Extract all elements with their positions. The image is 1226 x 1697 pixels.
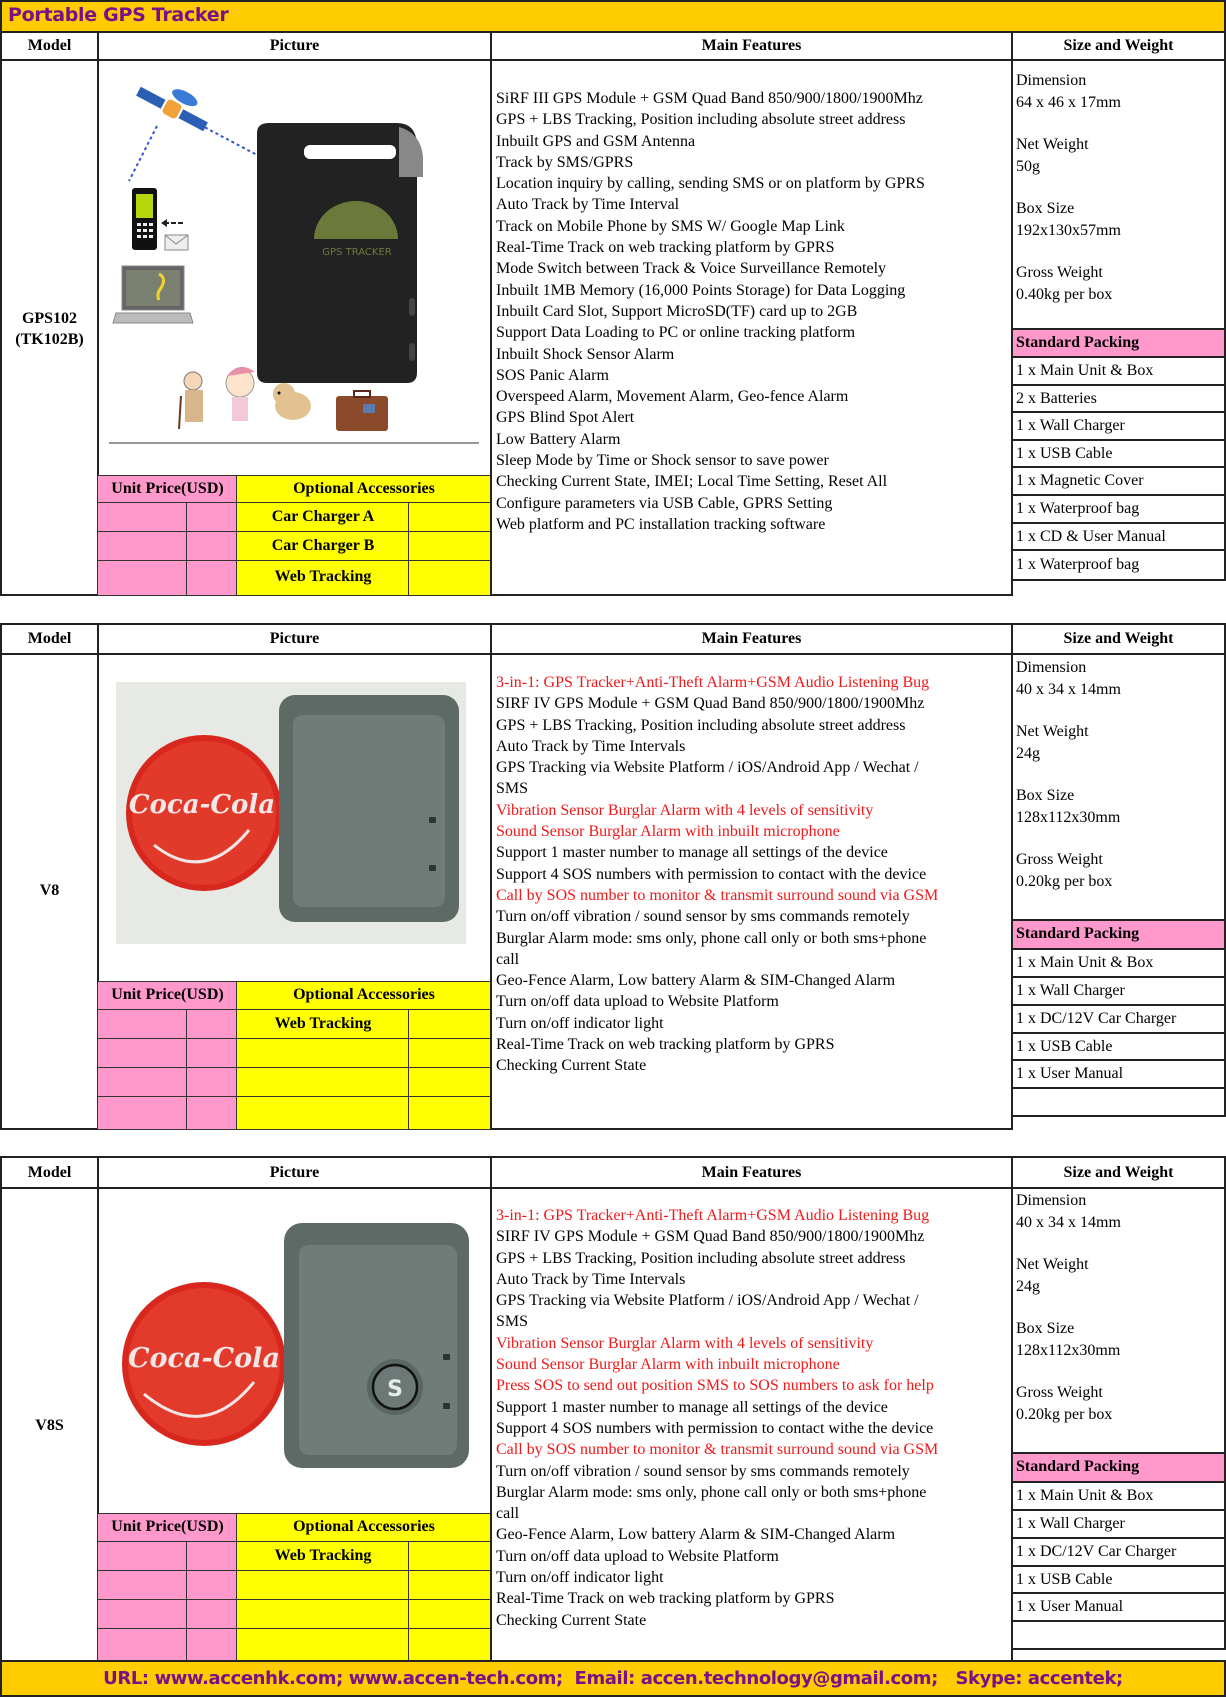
price-cell[interactable] bbox=[97, 1096, 188, 1130]
net-weight-value: 50g bbox=[1016, 157, 1040, 175]
feature-item: Checking Current State bbox=[496, 1611, 647, 1629]
dog-icon bbox=[273, 383, 311, 420]
price-cell[interactable] bbox=[186, 1541, 238, 1572]
feature-item: Geo-Fence Alarm, Low battery Alarm & SIM-Changed Alarm bbox=[496, 972, 896, 990]
packing-list bbox=[1011, 328, 1226, 581]
standard-packing-header: Standard Packing bbox=[1011, 919, 1226, 950]
column-header-picture: Picture bbox=[97, 1156, 492, 1189]
features-list bbox=[490, 59, 1013, 596]
product-picture-v8s bbox=[97, 1187, 492, 1515]
gross-weight-value: 0.20kg per box bbox=[1016, 1405, 1113, 1423]
feature-item: SiRF III GPS Module + GSM Quad Band 850/900/1800/1900Mhz bbox=[496, 90, 923, 107]
feature-item: Real-Time Track on web tracking platform by GPRS bbox=[496, 1036, 835, 1054]
v8-illustration bbox=[99, 655, 490, 981]
feature-item-highlighted: Vibration Sensor Burglar Alarm with 4 levels of sensitivity bbox=[496, 801, 874, 819]
feature-item-highlighted: 3-in-1: GPS Tracker+Anti-Theft Alarm+GSM Audio Listening Bug bbox=[496, 674, 930, 691]
packing-item: 1 x Wall Charger bbox=[1011, 413, 1226, 441]
box-size-value: 128x112x30mm bbox=[1016, 1341, 1121, 1359]
feature-item: Real-Time Track on web tracking platform by GPRS bbox=[496, 1590, 835, 1608]
accessory-item bbox=[236, 1570, 410, 1601]
packing-item: 1 x USB Cable bbox=[1011, 1567, 1226, 1594]
v8s-device bbox=[284, 1223, 469, 1468]
packing-item: 1 x Main Unit & Box bbox=[1011, 1483, 1226, 1511]
price-cell[interactable] bbox=[186, 1096, 238, 1130]
column-header-size: Size and Weight bbox=[1011, 1156, 1226, 1189]
model-cell bbox=[0, 59, 99, 596]
price-cell[interactable] bbox=[97, 502, 188, 533]
packing-item: 2 x Batteries bbox=[1011, 386, 1226, 413]
feature-item: SMS bbox=[496, 780, 529, 798]
accessory-price-cell[interactable] bbox=[408, 1009, 492, 1040]
price-cell[interactable] bbox=[97, 1038, 188, 1069]
packing-item: 1 x DC/12V Car Charger bbox=[1011, 1006, 1226, 1034]
box-size-label: Box Size bbox=[1016, 200, 1075, 217]
accessory-price-cell[interactable] bbox=[408, 502, 492, 533]
column-header-model: Model bbox=[0, 31, 99, 61]
satellite-icon bbox=[135, 72, 216, 134]
price-cell[interactable] bbox=[186, 1628, 238, 1662]
feature-item: SOS Panic Alarm bbox=[496, 366, 609, 384]
packing-item: 1 x Wall Charger bbox=[1011, 978, 1226, 1006]
feature-item-highlighted: Sound Sensor Burglar Alarm with inbuilt microphone bbox=[496, 823, 840, 841]
feature-item-highlighted: Vibration Sensor Burglar Alarm with 4 levels of sensitivity bbox=[496, 1334, 874, 1352]
accessory-price-cell[interactable] bbox=[408, 531, 492, 562]
feature-item: GPS + LBS Tracking, Position including absolute street address bbox=[496, 1249, 906, 1267]
feature-item: Turn on/off indicator light bbox=[496, 1014, 664, 1032]
feature-item: Track on Mobile Phone by SMS W/ Google Map Link bbox=[496, 217, 845, 235]
net-weight-value: 24g bbox=[1016, 744, 1040, 762]
accessory-item: Web Tracking bbox=[236, 1541, 410, 1572]
price-cell[interactable] bbox=[97, 560, 188, 596]
accessory-item bbox=[236, 1067, 410, 1098]
gps102-illustration bbox=[99, 61, 490, 475]
net-weight-label: Net Weight bbox=[1016, 136, 1089, 153]
packing-item bbox=[1011, 1622, 1226, 1650]
box-size-label: Box Size bbox=[1016, 1320, 1075, 1337]
box-size-value: 128x112x30mm bbox=[1016, 808, 1121, 826]
model-name-line1: GPS102 bbox=[21, 310, 78, 327]
model-cell bbox=[0, 1187, 99, 1662]
price-cell[interactable] bbox=[186, 502, 238, 533]
price-cell[interactable] bbox=[97, 531, 188, 562]
feature-item: Auto Track by Time Intervals bbox=[496, 737, 686, 755]
suitcase-icon bbox=[336, 391, 388, 431]
elderly-man-icon bbox=[179, 372, 203, 429]
contact-footer bbox=[0, 1660, 1226, 1697]
feature-item: Track by SMS/GPRS bbox=[496, 153, 634, 171]
accessory-price-cell[interactable] bbox=[408, 560, 492, 596]
feature-item: Burglar Alarm mode: sms only, phone call only or both sms+phone bbox=[496, 1483, 927, 1501]
unit-price-header: Unit Price(USD) bbox=[97, 981, 238, 1011]
packing-item: 1 x User Manual bbox=[1011, 1594, 1226, 1622]
packing-list bbox=[1011, 1452, 1226, 1650]
accessory-item: Car Charger B bbox=[236, 531, 410, 562]
accessory-price-cell[interactable] bbox=[408, 1096, 492, 1130]
standard-packing-header: Standard Packing bbox=[1011, 328, 1226, 358]
packing-item: 1 x Main Unit & Box bbox=[1011, 950, 1226, 978]
accessory-price-cell[interactable] bbox=[408, 1570, 492, 1601]
accessory-item: Car Charger A bbox=[236, 502, 410, 533]
feature-item-highlighted: Call by SOS number to monitor & transmit surround sound via GSM bbox=[496, 886, 939, 904]
feature-item: Turn on/off vibration / sound sensor by sms commands remotely bbox=[496, 1462, 910, 1480]
packing-item: 1 x Main Unit & Box bbox=[1011, 358, 1226, 386]
feature-item: Overspeed Alarm, Movement Alarm, Geo-fence Alarm bbox=[496, 388, 849, 406]
model-name-line2: (TK102B) bbox=[15, 331, 84, 348]
feature-item-highlighted: Sound Sensor Burglar Alarm with inbuilt microphone bbox=[496, 1356, 840, 1374]
feature-item: SMS bbox=[496, 1313, 529, 1331]
gross-weight-label: Gross Weight bbox=[1016, 1384, 1103, 1401]
v8-device bbox=[279, 695, 459, 922]
net-weight-label: Net Weight bbox=[1016, 723, 1089, 740]
dimension-value: 40 x 34 x 14mm bbox=[1016, 680, 1121, 698]
price-cell[interactable] bbox=[186, 1570, 238, 1601]
feature-item-highlighted: 3-in-1: GPS Tracker+Anti-Theft Alarm+GSM Audio Listening Bug bbox=[496, 1207, 930, 1224]
price-cell[interactable] bbox=[186, 531, 238, 562]
envelope-icon bbox=[165, 235, 188, 250]
feature-item: Support 4 SOS numbers with permission to contact with the device bbox=[496, 865, 927, 883]
packing-item bbox=[1011, 1089, 1226, 1117]
price-cell[interactable] bbox=[97, 1570, 188, 1601]
accessory-price-cell[interactable] bbox=[408, 1038, 492, 1069]
packing-item: 1 x DC/12V Car Charger bbox=[1011, 1539, 1226, 1567]
accessory-item bbox=[236, 1096, 410, 1130]
price-cell[interactable] bbox=[97, 1067, 188, 1098]
box-size-value: 192x130x57mm bbox=[1016, 221, 1121, 239]
page-title: Portable GPS Tracker bbox=[8, 4, 229, 26]
price-cell[interactable] bbox=[97, 1541, 188, 1572]
feature-item: GPS Tracking via Website Platform / iOS/Android App / Wechat / bbox=[496, 1292, 919, 1310]
feature-item: Support 1 master number to manage all settings of the device bbox=[496, 844, 888, 862]
feature-item: Mode Switch between Track & Voice Surveillance Remotely bbox=[496, 260, 887, 278]
gross-weight-value: 0.20kg per box bbox=[1016, 872, 1113, 890]
accessory-price-cell[interactable] bbox=[408, 1628, 492, 1662]
net-weight-label: Net Weight bbox=[1016, 1256, 1089, 1273]
feature-item: Inbuilt Card Slot, Support MicroSD(TF) card up to 2GB bbox=[496, 302, 858, 320]
feature-item: Turn on/off data upload to Website Platform bbox=[496, 1547, 779, 1565]
device-logo-text: GPS TRACKER bbox=[322, 247, 392, 258]
dimension-value: 40 x 34 x 14mm bbox=[1016, 1213, 1121, 1231]
feature-item: Inbuilt GPS and GSM Antenna bbox=[496, 132, 696, 150]
dimension-label: Dimension bbox=[1016, 72, 1087, 89]
size-weight-cell bbox=[1011, 653, 1226, 921]
packing-item: 1 x Waterproof bag bbox=[1011, 551, 1226, 581]
feature-item: Inbuilt Shock Sensor Alarm bbox=[496, 345, 675, 363]
gross-weight-label: Gross Weight bbox=[1016, 264, 1103, 281]
feature-item: GPS + LBS Tracking, Position including absolute street address bbox=[496, 716, 906, 734]
feature-item: Turn on/off data upload to Website Platform bbox=[496, 993, 779, 1011]
feature-item: Geo-Fence Alarm, Low battery Alarm & SIM-Changed Alarm bbox=[496, 1526, 896, 1544]
accessory-item bbox=[236, 1599, 410, 1630]
price-cell[interactable] bbox=[186, 1038, 238, 1069]
box-size-label: Box Size bbox=[1016, 787, 1075, 804]
standard-packing-header: Standard Packing bbox=[1011, 1452, 1226, 1483]
column-header-model: Model bbox=[0, 1156, 99, 1189]
column-header-picture: Picture bbox=[97, 31, 492, 61]
column-header-size: Size and Weight bbox=[1011, 623, 1226, 655]
optional-accessories-header: Optional Accessories bbox=[236, 981, 492, 1011]
dimension-label: Dimension bbox=[1016, 659, 1087, 676]
column-header-features: Main Features bbox=[490, 623, 1013, 655]
optional-accessories-header: Optional Accessories bbox=[236, 1513, 492, 1543]
price-cell[interactable] bbox=[186, 1599, 238, 1630]
features-list bbox=[490, 1187, 1013, 1662]
feature-item: call bbox=[496, 1505, 520, 1523]
laptop-icon bbox=[113, 266, 193, 323]
feature-item: call bbox=[496, 950, 520, 968]
arrow-left-icon bbox=[161, 219, 185, 227]
feature-item: Burglar Alarm mode: sms only, phone call only or both sms+phone bbox=[496, 929, 927, 947]
feature-item: Low Battery Alarm bbox=[496, 430, 621, 448]
mobile-phone-icon bbox=[132, 188, 157, 250]
feature-item: GPS + LBS Tracking, Position including absolute street address bbox=[496, 111, 906, 129]
feature-item: Support 1 master number to manage all settings of the device bbox=[496, 1398, 888, 1416]
feature-item: GPS Blind Spot Alert bbox=[496, 409, 635, 427]
column-header-size: Size and Weight bbox=[1011, 31, 1226, 61]
column-header-features: Main Features bbox=[490, 1156, 1013, 1189]
bottle-cap-icon bbox=[122, 1282, 286, 1446]
feature-item: SIRF IV GPS Module + GSM Quad Band 850/900/1800/1900Mhz bbox=[496, 1228, 925, 1246]
unit-price-header: Unit Price(USD) bbox=[97, 475, 238, 504]
net-weight-value: 24g bbox=[1016, 1277, 1040, 1295]
accessory-item bbox=[236, 1628, 410, 1662]
accessory-price-cell[interactable] bbox=[408, 1541, 492, 1572]
feature-item: Turn on/off vibration / sound sensor by sms commands remotely bbox=[496, 908, 910, 926]
packing-item: 1 x Magnetic Cover bbox=[1011, 468, 1226, 496]
product-picture-v8 bbox=[97, 653, 492, 983]
child-icon bbox=[226, 367, 255, 421]
model-name bbox=[2, 308, 97, 350]
bottle-cap-icon bbox=[126, 735, 282, 891]
feature-item-highlighted: Press SOS to send out position SMS to SOS numbers to ask for help bbox=[496, 1377, 934, 1395]
accessory-price-cell[interactable] bbox=[408, 1599, 492, 1630]
dimension-value: 64 x 46 x 17mm bbox=[1016, 93, 1121, 111]
price-cell[interactable] bbox=[97, 1599, 188, 1630]
accessory-item: Web Tracking bbox=[236, 560, 410, 596]
feature-item: Auto Track by Time Interval bbox=[496, 196, 680, 214]
feature-item: Auto Track by Time Intervals bbox=[496, 1270, 686, 1288]
feature-item: Checking Current State, IMEI; Local Time Setting, Reset All bbox=[496, 473, 888, 491]
gross-weight-label: Gross Weight bbox=[1016, 851, 1103, 868]
unit-price-header: Unit Price(USD) bbox=[97, 1513, 238, 1543]
dimension-label: Dimension bbox=[1016, 1192, 1087, 1209]
price-cell[interactable] bbox=[186, 560, 238, 596]
packing-item: 1 x USB Cable bbox=[1011, 441, 1226, 468]
gps-tracker-device bbox=[257, 123, 423, 383]
cap-logo-text: Coca-Cola bbox=[128, 1343, 280, 1374]
title-bar bbox=[0, 0, 1226, 31]
model-name: V8S bbox=[35, 1417, 64, 1434]
accessory-item bbox=[236, 1038, 410, 1069]
packing-item: 1 x USB Cable bbox=[1011, 1034, 1226, 1061]
model-name: V8 bbox=[39, 882, 60, 899]
feature-item: Support 4 SOS numbers with permission to contact withe the device bbox=[496, 1419, 934, 1437]
packing-item: 1 x User Manual bbox=[1011, 1061, 1226, 1089]
accessory-price-cell[interactable] bbox=[408, 1067, 492, 1098]
feature-item: Real-Time Track on web tracking platform by GPRS bbox=[496, 239, 835, 257]
feature-item: SIRF IV GPS Module + GSM Quad Band 850/900/1800/1900Mhz bbox=[496, 695, 925, 713]
packing-item: 1 x Waterproof bag bbox=[1011, 496, 1226, 524]
feature-item: Checking Current State bbox=[496, 1057, 647, 1075]
features-list bbox=[490, 653, 1013, 1130]
column-header-picture: Picture bbox=[97, 623, 492, 655]
model-cell bbox=[0, 653, 99, 1130]
price-cell[interactable] bbox=[97, 1628, 188, 1662]
feature-item-highlighted: Call by SOS number to monitor & transmit surround sound via GSM bbox=[496, 1441, 939, 1459]
sos-button-label: S bbox=[387, 1377, 403, 1402]
cap-logo-text: Coca-Cola bbox=[128, 790, 276, 820]
feature-item: Sleep Mode by Time or Shock sensor to save power bbox=[496, 452, 829, 470]
feature-item: Location inquiry by calling, sending SMS or on platform by GPRS bbox=[496, 175, 925, 193]
feature-item: Configure parameters via USB Cable, GPRS Setting bbox=[496, 494, 833, 512]
optional-accessories-header: Optional Accessories bbox=[236, 475, 492, 504]
size-weight-cell bbox=[1011, 1187, 1226, 1454]
column-header-model: Model bbox=[0, 623, 99, 655]
feature-item: Inbuilt 1MB Memory (16,000 Points Storage) for Data Logging bbox=[496, 281, 906, 299]
price-cell[interactable] bbox=[186, 1009, 238, 1040]
feature-item: GPS Tracking via Website Platform / iOS/Android App / Wechat / bbox=[496, 759, 919, 777]
feature-item: Web platform and PC installation tracking software bbox=[496, 515, 826, 533]
gross-weight-value: 0.40kg per box bbox=[1016, 285, 1113, 303]
feature-item: Turn on/off indicator light bbox=[496, 1569, 664, 1587]
price-cell[interactable] bbox=[186, 1067, 238, 1098]
v8s-illustration bbox=[99, 1189, 490, 1513]
accessory-item: Web Tracking bbox=[236, 1009, 410, 1040]
packing-list bbox=[1011, 919, 1226, 1117]
packing-item: 1 x CD & User Manual bbox=[1011, 524, 1226, 551]
feature-item: Support Data Loading to PC or online tracking platform bbox=[496, 324, 856, 342]
product-picture-gps102 bbox=[97, 59, 492, 477]
size-weight-cell bbox=[1011, 59, 1226, 330]
column-header-features: Main Features bbox=[490, 31, 1013, 61]
price-cell[interactable] bbox=[97, 1009, 188, 1040]
contact-info: URL: www.accenhk.com; www.accen-tech.com; Email: accen.technology@gmail.com; Skype: accentek; bbox=[103, 1668, 1123, 1689]
packing-item: 1 x Wall Charger bbox=[1011, 1511, 1226, 1539]
